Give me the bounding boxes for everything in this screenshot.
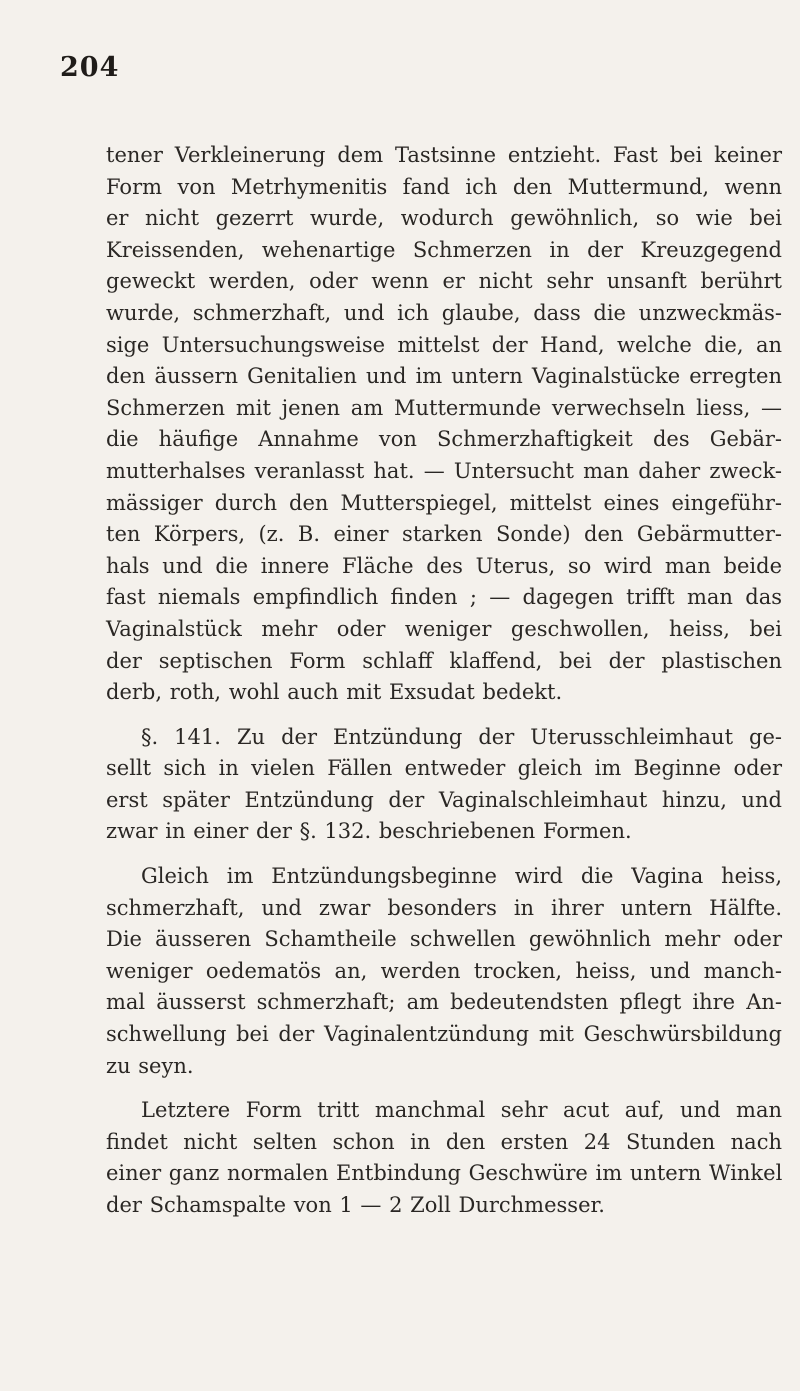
- text-line: er nicht gezerrt wurde, wodurch gewöhnlich, so wie bei: [106, 206, 782, 231]
- text-line: weniger oedematös an, werden trocken, heiss, und manch-: [106, 958, 782, 983]
- text-line: findet nicht selten schon in den ersten 24 Stunden nach: [106, 1129, 782, 1154]
- paragraph-3: [106, 861, 782, 1082]
- text-line: erst später Entzündung der Vaginalschleimhaut hinzu, und: [106, 787, 782, 812]
- text-line: schmerzhaft, und zwar besonders in ihrer untern Hälfte.: [106, 895, 782, 920]
- body-text: [106, 140, 782, 1222]
- text-line: einer ganz normalen Entbindung Geschwüre im untern Winkel: [106, 1161, 783, 1186]
- text-line: der septischen Form schlaff klaffend, bei der plastischen: [106, 648, 782, 673]
- text-line: der Schamspalte von 1 — 2 Zoll Durchmesser.: [106, 1193, 605, 1217]
- text-line: Schmerzen mit jenen am Muttermunde verwechseln liess, —: [106, 395, 782, 420]
- text-line: mutterhalses veranlasst hat. — Untersucht man daher zweck-: [106, 458, 782, 483]
- page-number: 204: [60, 52, 120, 83]
- text-line: die häufige Annahme von Schmerzhaftigkeit des Gebär-: [106, 427, 782, 452]
- text-line: Kreissenden, wehenartige Schmerzen in der Kreuzgegend: [106, 237, 782, 262]
- text-line: Vaginalstück mehr oder weniger geschwollen, heiss, bei: [106, 616, 782, 641]
- text-line: zu seyn.: [106, 1053, 194, 1078]
- paragraph-1: [106, 140, 782, 709]
- text-line: mässiger durch den Mutterspiegel, mittelst eines eingeführ-: [106, 490, 782, 515]
- paragraph-gap: [106, 1082, 782, 1095]
- paragraph-gap: [106, 848, 782, 861]
- text-line: fast niemals empfindlich finden ; — dagegen trifft man das: [106, 585, 782, 610]
- text-line: §. 141. Zu der Entzündung der Uterusschleimhaut ge-: [141, 724, 782, 749]
- text-line: tener Verkleinerung dem Tastsinne entzieht. Fast bei keiner: [106, 143, 782, 167]
- text-line: geweckt werden, oder wenn er nicht sehr unsanft berührt: [106, 269, 782, 294]
- text-line: Form von Metrhymenitis fand ich den Muttermund, wenn: [106, 174, 782, 199]
- text-line: mal äusserst schmerzhaft; am bedeutendsten pflegt ihre An-: [106, 990, 782, 1015]
- text-line: hals und die innere Fläche des Uterus, so wird man beide: [106, 553, 782, 578]
- text-line: sellt sich in vielen Fällen entweder gleich im Beginne oder: [106, 756, 782, 781]
- paragraph-2: [106, 722, 782, 848]
- text-line: wurde, schmerzhaft, und ich glaube, dass die unzweckmäs-: [106, 300, 782, 325]
- text-line: schwellung bei der Vaginalentzündung mit Geschwürsbildung: [106, 1022, 782, 1047]
- text-line: ten Körpers, (z. B. einer starken Sonde) den Gebärmutter-: [106, 522, 782, 547]
- text-line: sige Untersuchungsweise mittelst der Hand, welche die, an: [106, 332, 782, 357]
- text-line: den äussern Genitalien und im untern Vaginalstücke erregten: [106, 364, 782, 389]
- paragraph-4: [106, 1095, 782, 1221]
- text-line: Letztere Form tritt manchmal sehr acut auf, und man: [141, 1098, 782, 1123]
- text-line: zwar in einer der §. 132. beschriebenen Formen.: [106, 819, 632, 844]
- text-line: Die äusseren Schamtheile schwellen gewöhnlich mehr oder: [106, 927, 782, 952]
- text-line: Gleich im Entzündungsbeginne wird die Vagina heiss,: [141, 864, 782, 889]
- paragraph-gap: [106, 709, 782, 722]
- text-line: derb, roth, wohl auch mit Exsudat bedekt.: [106, 680, 563, 705]
